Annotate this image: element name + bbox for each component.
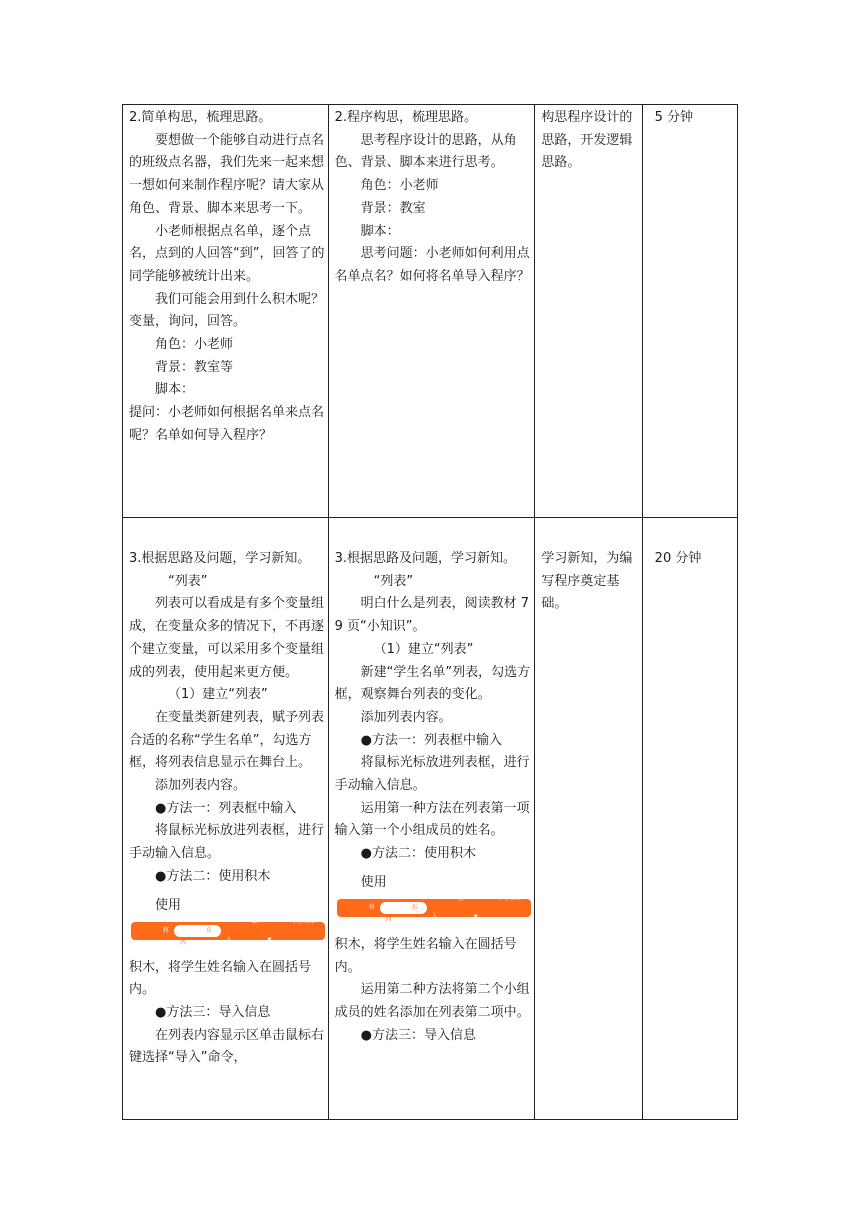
design-intent-cell — [535, 518, 642, 1120]
paragraph: （1）建立“列表” — [168, 687, 268, 703]
paragraph: （1）建立“列表” — [373, 641, 474, 657]
paragraph: 背景：教室 — [360, 200, 426, 216]
paragraph: 列表可以看成是有多个变量组成，在变量众多的情况下，不再逐个建立变量，可以采用多个变量组成的列表，使用起来更方便。 — [129, 596, 325, 680]
paragraph: ●方法三：导入信息 — [360, 1027, 476, 1043]
block-list-dropdown — [266, 913, 317, 949]
paragraph: 运用第二种方法将第二个小组成员的姓名添加在列表第二项中。 — [334, 982, 530, 1020]
teacher-activity-cell — [123, 518, 329, 1120]
paragraph: 提问：小老师如何根据名单来点名呢？名单如何导入程序？ — [129, 405, 325, 443]
paragraph: 新建“学生名单”列表，勾选方框，观察舞台列表的变化。 — [334, 664, 531, 703]
time-label: 5 分钟 — [654, 110, 694, 125]
paragraph: 将鼠标光标放进列表框，进行手动输入信息。 — [129, 823, 325, 862]
paragraph: 添加列表内容。 — [155, 778, 247, 794]
paragraph: ●方法三：导入信息 — [155, 1004, 271, 1020]
block-item-oval: 东西 — [380, 902, 427, 914]
paragraph — [129, 889, 325, 957]
paragraph: 将鼠标光标放进列表框，进行手动输入信息。 — [334, 755, 530, 794]
paragraph: 构思程序设计的思路，开发逻辑思路。 — [541, 110, 633, 171]
caret-down-icon: ▼ — [267, 937, 272, 944]
paragraph: 在列表内容显示区单击鼠标右键选择“导入”命令， — [129, 1027, 325, 1066]
paragraph: 积木，将学生姓名输入在圆括号内。 — [334, 936, 517, 975]
step-heading: 2.程序构思，梳理思路。 — [334, 110, 478, 125]
paragraph — [335, 866, 532, 934]
paragraph: 学习新知，为编写程序奠定基础。 — [541, 551, 633, 612]
paragraph: ●方法二：使用积木 — [360, 846, 476, 862]
add-to-list-block — [131, 918, 325, 947]
paragraph: 脚本： — [155, 382, 195, 398]
paragraph: 思考问题：小老师如何利用点名单点名？如何将名单导入程序？ — [334, 246, 530, 284]
step-heading: 3.根据思路及问题，学习新知。 — [129, 551, 311, 566]
paragraph: 脚本： — [360, 223, 400, 239]
table-row — [123, 518, 738, 1120]
time-cell — [642, 105, 737, 518]
paragraph: ●方法一：列表框中输入 — [360, 732, 502, 748]
table-row — [123, 105, 738, 518]
caret-down-icon: ▼ — [473, 914, 478, 921]
paragraph: ●方法二：使用积木 — [155, 868, 271, 884]
paragraph: “列表” — [373, 573, 414, 589]
block-list-name: 学生名单 — [291, 918, 316, 926]
block-list-dropdown — [472, 890, 524, 926]
paragraph: 添加列表内容。 — [360, 709, 452, 725]
use-label: 使用 — [155, 897, 182, 913]
paragraph: 要想做一个能够自动进行点名的班级点名器，我们先来一起来想一想如何来制作程序呢？请大家从角色、背景、脚本来思考一下。 — [129, 132, 325, 216]
student-activity-cell — [328, 518, 535, 1120]
block-list-name: 学生名单 — [497, 895, 522, 903]
block-verb: 加入 — [431, 895, 464, 921]
paragraph: 在变量类新建列表，赋予列表合适的名称“学生名单”，勾选方框，将列表信息显示在舞台上。 — [129, 709, 325, 771]
step-heading: 3.根据思路及问题，学习新知。 — [334, 551, 517, 566]
paragraph: 小老师根据点名单，逐个点名，点到的人回答“到”，回答了的同学能够被统计出来。 — [129, 223, 325, 284]
paragraph: 角色：小老师 — [360, 178, 439, 194]
paragraph: 思考程序设计的思路，从角色、背景、脚本来进行思考。 — [334, 132, 517, 171]
paragraph: 角色：小老师 — [155, 337, 234, 353]
paragraph: 背景：教室等 — [155, 359, 234, 375]
teacher-activity-cell — [123, 105, 329, 518]
student-activity-cell — [328, 105, 535, 518]
paragraph: 积木，将学生姓名输入在圆括号内。 — [129, 959, 312, 998]
paragraph: ●方法一：列表框中输入 — [155, 800, 297, 816]
time-cell — [642, 518, 737, 1120]
paragraph: 运用第一种方法在列表第一项输入第一个小组成员的姓名。 — [334, 800, 530, 839]
paragraph: 我们可能会用到什么积木呢？变量，询问，回答。 — [129, 291, 325, 330]
block-prefix: 将 — [368, 904, 375, 912]
paragraph: 明白什么是列表，阅读教材 79 页“小知识”。 — [334, 596, 530, 635]
block-prefix: 将 — [163, 927, 170, 935]
paragraph: “列表” — [168, 573, 208, 589]
time-label: 20 分钟 — [654, 551, 702, 566]
step-heading: 2.简单构思，梳理思路。 — [129, 110, 272, 125]
lesson-plan-table — [122, 104, 738, 1120]
block-item-oval: 东西 — [174, 925, 221, 937]
design-intent-cell — [535, 105, 642, 518]
block-verb: 加入 — [225, 918, 258, 944]
add-to-list-block — [337, 895, 532, 924]
use-label: 使用 — [360, 874, 387, 890]
